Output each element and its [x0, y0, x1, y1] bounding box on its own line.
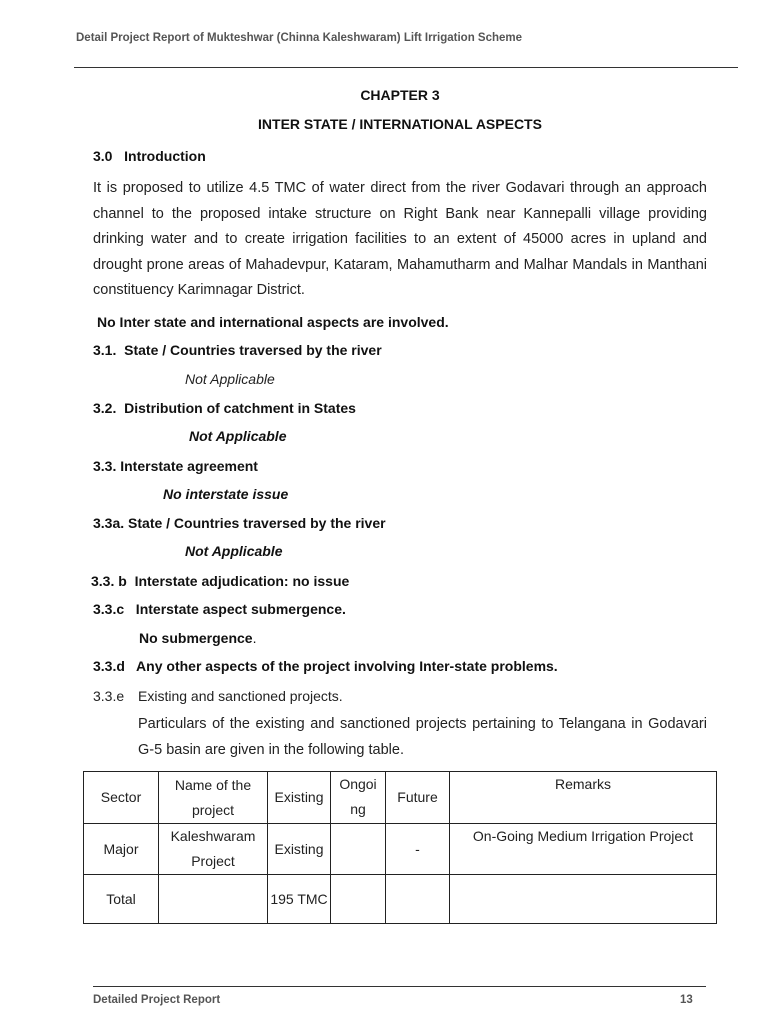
cell-future: - [386, 824, 450, 875]
cell-sector: Major [84, 824, 159, 875]
header-remarks: Remarks [450, 772, 717, 824]
header-project-name: Name of the project [159, 772, 268, 824]
header-sector: Sector [84, 772, 159, 824]
cell-ongoing [331, 824, 386, 875]
table-row [84, 875, 717, 924]
section-3-3e-number: 3.3.e [93, 688, 125, 704]
section-3-2-heading: 3.2. Distribution of catchment in States [93, 400, 356, 416]
projects-table [83, 771, 717, 924]
header-divider [74, 67, 738, 68]
section-3-3-value: No interstate issue [163, 486, 289, 502]
section-3-3e-paragraph: Particulars of the existing and sanctioned projects pertaining to Telangana in Godavari G-5 basin are given in the following table. [138, 716, 707, 758]
section-3-3a-heading: 3.3a. State / Countries traversed by the river [93, 515, 386, 531]
intro-heading: 3.0 Introduction [93, 148, 206, 164]
header-ongoing-line-2: ng [350, 801, 366, 817]
no-aspects-statement: No Inter state and international aspects are involved. [97, 314, 449, 330]
cell-existing: 195 TMC [268, 875, 331, 924]
header-future: Future [386, 772, 450, 824]
section-3-3e-heading: Existing and sanctioned projects. [138, 688, 343, 704]
section-3-1-value: Not Applicable [185, 371, 275, 387]
cell-sector: Total [84, 875, 159, 924]
cell-future [386, 875, 450, 924]
chapter-number: CHAPTER 3 [360, 87, 440, 103]
header-existing: Existing [268, 772, 331, 824]
section-3-3c-value-line [139, 630, 256, 646]
intro-paragraph: It is proposed to utilize 4.5 TMC of water direct from the river Godavari through an approach channel to the proposed intake structure on Right Bank near Kannepalli village providing drinking water and to create irrigation facilities to an extent of 45000 acres in upland and drought prone areas of Mahadevpur, Kataram, Mahamutharm and Malhar Mandals in Manthani constituency Karimnagar District. [93, 180, 707, 298]
header-ongoing [331, 772, 386, 824]
section-3-3d-heading: 3.3.d Any other aspects of the project involving Inter-state problems. [93, 658, 558, 674]
page-number: 13 [680, 994, 693, 1006]
cell-project-name [159, 875, 268, 924]
chapter-title: INTER STATE / INTERNATIONAL ASPECTS [258, 116, 542, 132]
footer-divider [93, 986, 706, 987]
section-3-3c-value: No submergence [139, 630, 253, 646]
section-3-3c-heading: 3.3.c Interstate aspect submergence. [93, 601, 346, 617]
section-3-3a-value: Not Applicable [185, 543, 283, 559]
cell-remarks [450, 875, 717, 924]
cell-ongoing [331, 875, 386, 924]
header-ongoing-line-1: Ongoi [339, 776, 377, 792]
running-header: Detail Project Report of Mukteshwar (Chinna Kaleshwaram) Lift Irrigation Scheme [76, 32, 523, 44]
section-3-3c-period: . [252, 630, 257, 646]
section-3-3b-heading: 3.3. b Interstate adjudication: no issue [91, 573, 350, 589]
section-3-2-value: Not Applicable [189, 428, 287, 444]
table-row [84, 824, 717, 875]
cell-remarks: On-Going Medium Irrigation Project [450, 824, 717, 875]
section-3-1-heading: 3.1. State / Countries traversed by the river [93, 342, 382, 358]
cell-existing: Existing [268, 824, 331, 875]
section-3-3-heading: 3.3. Interstate agreement [93, 458, 258, 474]
table-header-row [84, 772, 717, 824]
cell-project-name: Kaleshwaram Project [159, 824, 268, 875]
footer-label: Detailed Project Report [93, 994, 221, 1006]
